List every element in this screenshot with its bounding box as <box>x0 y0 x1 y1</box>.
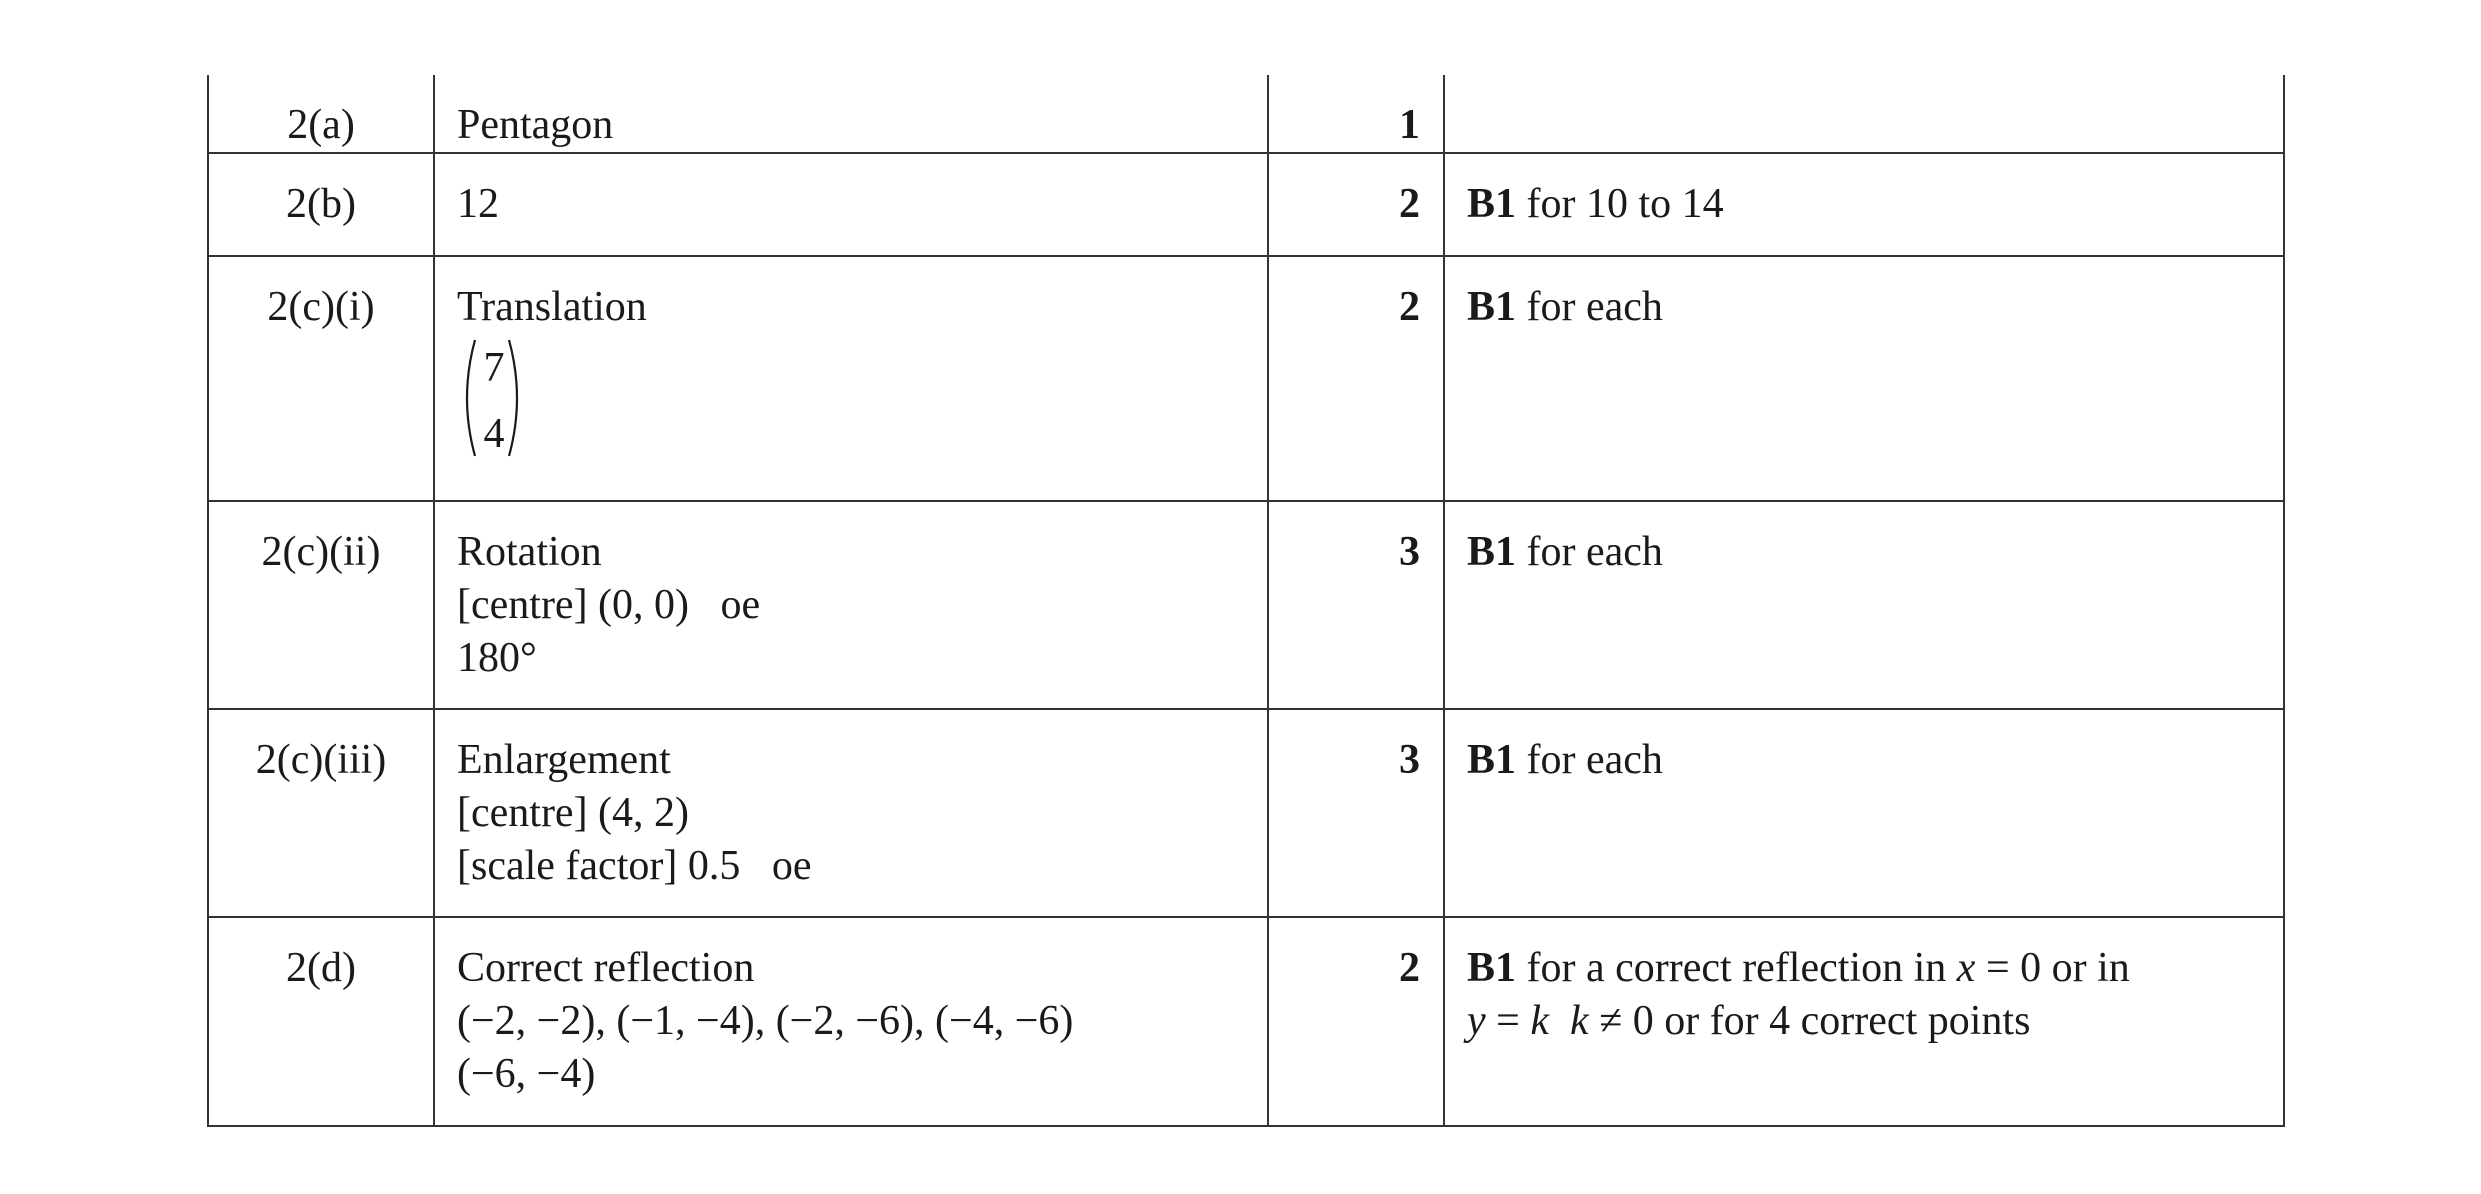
guidance-text: = 0 or in <box>1975 945 2130 991</box>
guidance-cell <box>1444 75 2284 153</box>
guidance-cell <box>1444 153 2284 256</box>
guidance-mark-code: B1 <box>1467 737 1517 783</box>
guidance-cell <box>1444 256 2284 501</box>
guidance-text: for each <box>1516 284 1663 330</box>
vector-top-value: 7 <box>483 345 505 391</box>
answer-line: 180° <box>457 635 537 681</box>
table-row <box>208 501 2284 709</box>
answer-cell <box>434 256 1268 501</box>
answer-cell <box>434 917 1268 1126</box>
answer-line: Translation <box>457 284 647 330</box>
marks-cell: 2 <box>1268 153 1444 256</box>
guidance-text: = <box>1485 998 1531 1044</box>
answer-line: (−2, −2), (−1, −4), (−2, −6), (−4, −6) <box>457 998 1074 1044</box>
marks-cell: 3 <box>1268 501 1444 709</box>
marks-cell: 2 <box>1268 256 1444 501</box>
answer-line: 12 <box>457 181 499 227</box>
guidance-cell <box>1444 501 2284 709</box>
answer-line: Correct reflection <box>457 945 755 991</box>
answer-line: (−6, −4) <box>457 1051 596 1097</box>
question-number: 2(c)(ii) <box>208 501 434 709</box>
question-number: 2(b) <box>208 153 434 256</box>
table-row <box>208 153 2284 256</box>
question-number: 2(c)(i) <box>208 256 434 501</box>
guidance-text: for a correct reflection in <box>1516 945 1957 991</box>
marks-cell: 3 <box>1268 709 1444 917</box>
guidance-mark-code: B1 <box>1467 284 1517 330</box>
guidance-mark-code: B1 <box>1467 529 1517 575</box>
mark-scheme-table <box>207 75 2285 1127</box>
table-row <box>208 917 2284 1126</box>
answer-cell <box>434 501 1268 709</box>
guidance-mark-code: B1 <box>1467 945 1517 991</box>
guidance-cell <box>1444 709 2284 917</box>
question-number: 2(c)(iii) <box>208 709 434 917</box>
marks-cell: 1 <box>1268 75 1444 153</box>
answer-cell <box>434 153 1268 256</box>
answer-line: Pentagon <box>457 102 614 148</box>
table-row <box>208 709 2284 917</box>
guidance-text: for each <box>1516 737 1663 783</box>
guidance-cell <box>1444 917 2284 1126</box>
table-row <box>208 75 2284 153</box>
guidance-variable: k <box>1530 998 1549 1044</box>
guidance-text: for each <box>1516 529 1663 575</box>
table-row <box>208 256 2284 501</box>
answer-line: [centre] (4, 2) <box>457 790 690 836</box>
question-number: 2(d) <box>208 917 434 1126</box>
vector-bottom-value: 4 <box>483 411 505 457</box>
answer-line: [centre] (0, 0) oe <box>457 582 761 628</box>
guidance-mark-code: B1 <box>1467 181 1517 227</box>
answer-cell <box>434 709 1268 917</box>
marks-cell: 2 <box>1268 917 1444 1126</box>
guidance-text: ≠ 0 or for 4 correct points <box>1588 998 2031 1044</box>
answer-line: Enlargement <box>457 737 671 783</box>
guidance-variable: x <box>1956 945 1976 991</box>
guidance-variable: y <box>1467 998 1486 1044</box>
guidance-variable: k <box>1570 998 1589 1044</box>
answer-line: Rotation <box>457 529 602 575</box>
guidance-text: for 10 to 14 <box>1516 181 1724 227</box>
answer-cell <box>434 75 1268 153</box>
column-vector <box>457 334 527 462</box>
answer-line: [scale factor] 0.5 oe <box>457 843 812 889</box>
question-number: 2(a) <box>208 75 434 153</box>
